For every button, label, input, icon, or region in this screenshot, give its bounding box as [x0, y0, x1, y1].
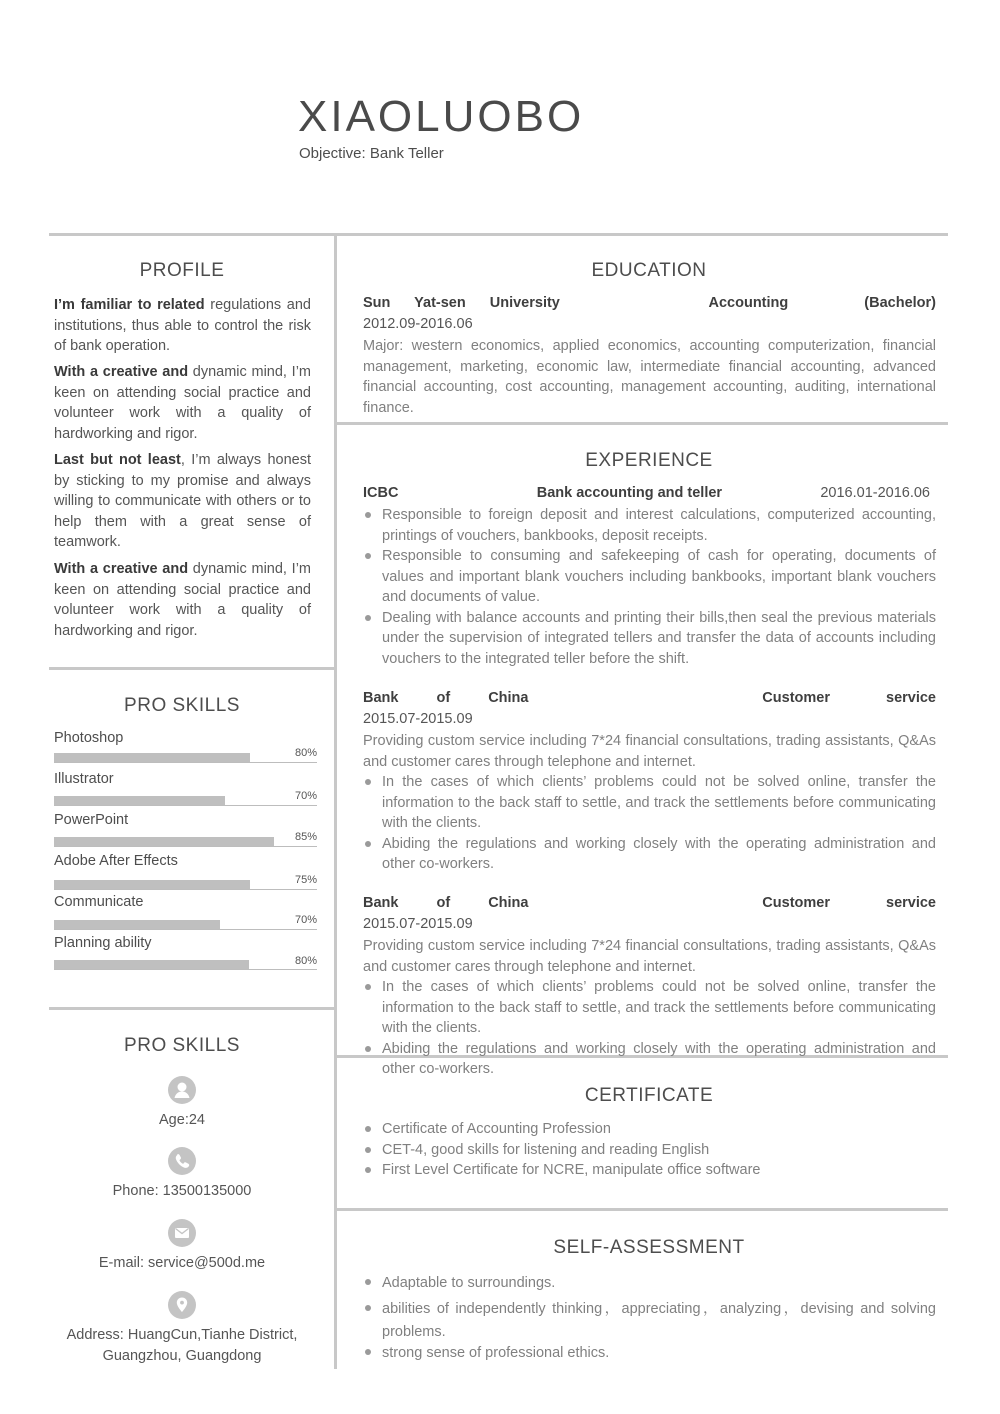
job-dates: 2015.07-2015.09	[363, 711, 473, 727]
self-assessment-title: SELF-ASSESSMENT	[553, 1237, 745, 1258]
top-divider	[49, 233, 948, 236]
column-divider	[334, 235, 337, 1369]
address-line: Address: HuangCun,Tianhe District,	[66, 1327, 298, 1343]
list-item: abilities of independently thinking，appreciating，analyzing，devising and solving problems.	[363, 1298, 936, 1344]
skill-bar	[54, 920, 220, 929]
education-title: EDUCATION	[591, 260, 707, 281]
objective-line: Objective: Bank Teller	[299, 145, 444, 162]
list-item: Responsible to consuming and safekeeping of cash for operating, documents of values and important blank vouchers including bankbooks, important blank vouchers and documents of value.	[363, 546, 936, 608]
self-assessment-list	[363, 1272, 936, 1365]
job-dates: 2016.01-2016.06	[820, 485, 930, 501]
list-item: Abiding the regulations and working closely with the operating administration and other co-workers.	[363, 1039, 936, 1080]
job-intro: Providing custom service including 7*24 financial consultations, trading assistants, Q&As and customer cares through telephone and internet.	[363, 733, 936, 770]
school-name: Sun Yat-sen University	[363, 295, 560, 311]
list-item: Adaptable to surroundings.	[363, 1272, 936, 1295]
profile-paragraph-lead: With a creative and	[54, 364, 189, 380]
phone-text: Phone: 13500135000	[112, 1183, 252, 1199]
profile-paragraph-text: dynamic mind, I’m keen on attending social practice and volunteer work with a quality of hardworking and rigor.	[54, 364, 311, 442]
contact-title: PRO SKILLS	[124, 1035, 240, 1056]
address-text	[50, 1325, 314, 1367]
job-role: Customer service	[762, 690, 936, 706]
resume-name: XIAOLUOBO	[298, 92, 585, 141]
list-item: CET-4, good skills for listening and reading English	[363, 1140, 936, 1161]
skills-title: PRO SKILLS	[124, 695, 240, 716]
profile-title: PROFILE	[139, 260, 225, 281]
job-role: Bank accounting and teller	[536, 485, 723, 501]
profile-paragraph-lead: I’m familiar to related	[54, 297, 205, 313]
job-bullets	[363, 977, 936, 1080]
skill-name: Adobe After Effects	[54, 853, 178, 869]
phone-icon	[168, 1147, 196, 1175]
skill-bar	[54, 796, 225, 805]
skill-percent: 70%	[294, 914, 317, 926]
job-company: Bank of China	[363, 690, 529, 706]
skill-track	[54, 805, 317, 806]
education-divider	[336, 422, 948, 425]
job-company: ICBC	[363, 485, 399, 501]
certificate-list	[363, 1119, 936, 1181]
skill-bar	[54, 960, 249, 969]
skill-track	[54, 889, 317, 890]
skill-percent: 70%	[294, 790, 317, 802]
skill-track	[54, 929, 317, 930]
list-item: strong sense of professional ethics.	[363, 1342, 936, 1365]
skill-name: Communicate	[54, 894, 144, 910]
job-header	[363, 485, 930, 501]
job-intro: Providing custom service including 7*24 financial consultations, trading assistants, Q&As and customer cares through telephone and internet.	[363, 938, 936, 975]
skill-percent: 75%	[294, 874, 317, 886]
skill-bar	[54, 837, 274, 846]
education-header	[363, 295, 936, 311]
user-icon	[168, 1076, 196, 1104]
address-line: Guangzhou, Guangdong	[102, 1348, 262, 1364]
list-item: Responsible to foreign deposit and interest calculations, computerized accounting, printings of vouchers, bankbooks, deposit receipts.	[363, 505, 936, 546]
job-dates: 2015.07-2015.09	[363, 916, 473, 932]
list-item: Dealing with balance accounts and printing their bills,then seal the previous materials under the supervision of integrated tellers and transfer the data of accounts including vouchers to the integrated teller before the shift.	[363, 608, 936, 670]
profile-paragraph	[54, 295, 311, 357]
list-item: In the cases of which clients’ problems could not be solved online, transfer the information to the back staff to settle, and track the settlements before communicating with the clients.	[363, 977, 936, 1039]
mail-icon	[168, 1219, 196, 1247]
list-item: Abiding the regulations and working closely with the operating administration and other co-workers.	[363, 834, 936, 875]
profile-paragraph-lead: With a creative and	[54, 561, 189, 577]
location-icon	[168, 1291, 196, 1319]
age-text: Age:24	[159, 1112, 205, 1128]
list-item: In the cases of which clients’ problems could not be solved online, transfer the information to the back staff to settle, and track the settlements before communicating with the clients.	[363, 772, 936, 834]
skill-percent: 80%	[294, 955, 317, 967]
degree: Accounting (Bachelor)	[708, 295, 936, 311]
skill-name: Photoshop	[54, 730, 124, 746]
job-header	[363, 690, 936, 706]
profile-paragraph	[54, 362, 311, 444]
skill-percent: 80%	[294, 747, 317, 759]
job-bullets	[363, 505, 936, 669]
skill-percent: 85%	[294, 831, 317, 843]
skill-bar	[54, 753, 250, 762]
email-text: E-mail: service@500d.me	[98, 1255, 266, 1271]
skill-track	[54, 969, 317, 970]
education-major: Major: western economics, applied economics, accounting computerization, financial management, marketing, economic law, intermediate financial accounting, advanced financial accounting, cost accounting, management accounting, auditing, international finance.	[363, 338, 936, 416]
education-dates: 2012.09-2016.06	[363, 316, 473, 332]
profile-paragraph-lead: Last but not least	[54, 452, 181, 468]
job-role: Customer service	[762, 895, 936, 911]
skill-track	[54, 846, 317, 847]
list-item: First Level Certificate for NCRE, manipulate office software	[363, 1160, 936, 1181]
skill-name: Planning ability	[54, 935, 152, 951]
job-header	[363, 895, 936, 911]
skill-name: Illustrator	[54, 771, 114, 787]
profile-paragraph-text: regulations and institutions, thus able to control the risk of bank operation.	[54, 297, 311, 354]
profile-paragraph	[54, 559, 311, 641]
skill-bar	[54, 880, 250, 889]
profile-paragraph	[54, 450, 311, 553]
profile-paragraph-text: , I’m always honest by sticking to my promise and always willing to communicate with others or to help them with a great sense of teamwork.	[54, 452, 311, 550]
skills-divider	[49, 1007, 335, 1010]
profile-divider	[49, 667, 335, 670]
certificate-title: CERTIFICATE	[584, 1085, 714, 1106]
experience-title: EXPERIENCE	[585, 450, 713, 471]
certificate-divider	[336, 1208, 948, 1211]
list-item: Certificate of Accounting Profession	[363, 1119, 936, 1140]
skill-name: PowerPoint	[54, 812, 129, 828]
job-company: Bank of China	[363, 895, 529, 911]
skill-track	[54, 762, 317, 763]
job-bullets	[363, 772, 936, 875]
profile-paragraph-text: dynamic mind, I’m keen on attending social practice and volunteer work with a quality of hardworking and rigor.	[54, 561, 311, 639]
